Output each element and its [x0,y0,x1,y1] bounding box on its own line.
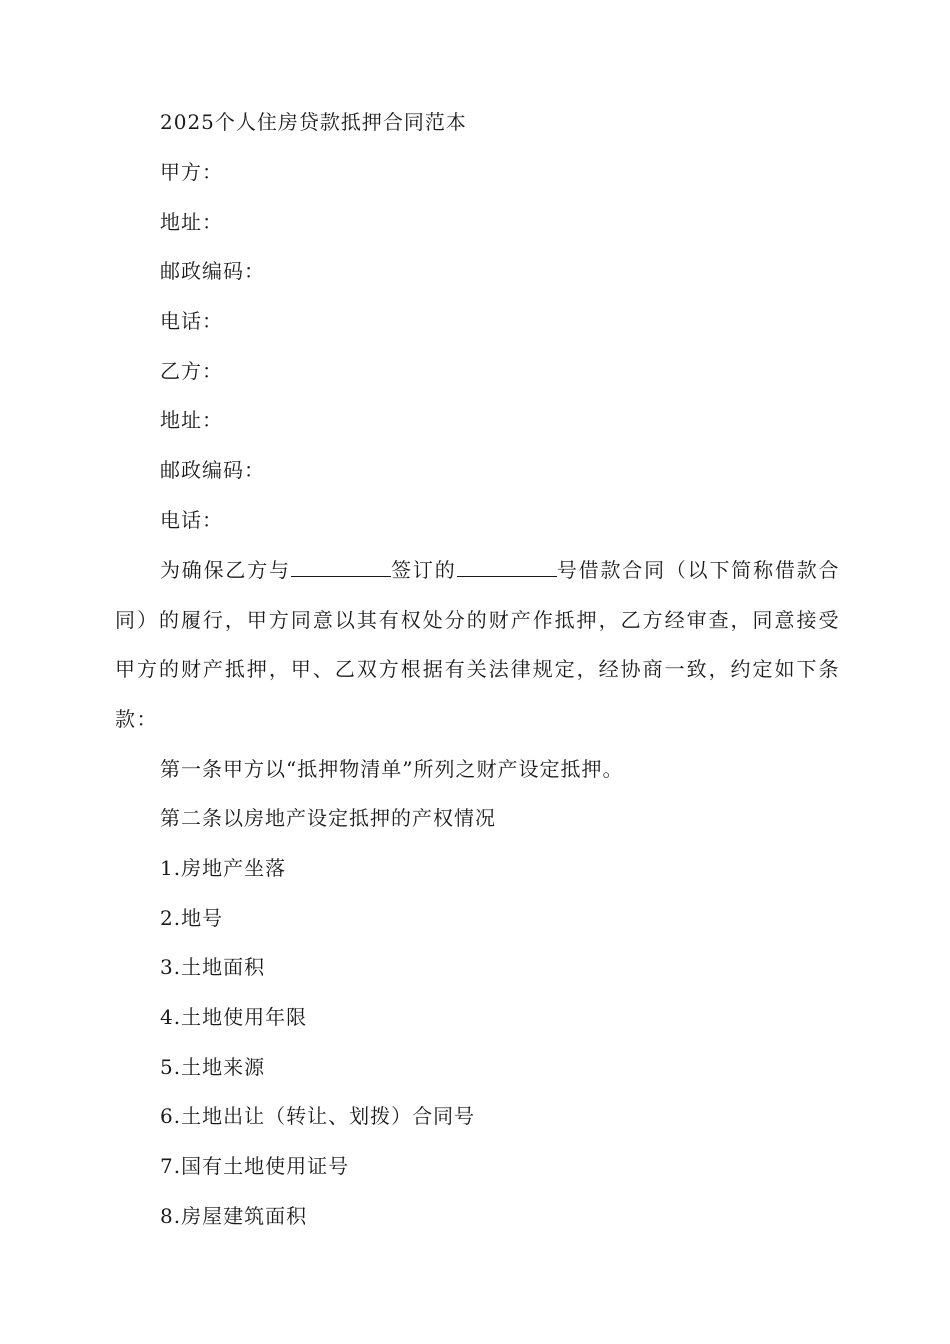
party-b-postcode: 邮政编码： [160,458,265,482]
list-item: 4.土地使用年限 [160,1005,308,1029]
party-b-label: 乙方： [160,359,223,383]
blank-line-lender [291,558,391,577]
party-b-address: 地址： [160,408,223,432]
party-a-label: 甲方： [160,160,223,184]
party-b-phone: 电话： [160,508,223,532]
list-item: 2.地号 [160,906,224,930]
article-1: 第一条甲方以“抵押物清单”所列之财产设定抵押。 [160,757,624,781]
preamble-part3: 号借款合同（以下简称借款合同）的履行，甲方同意以其有权处分的财产作抵押，乙方经审查，同意接受甲方的财产抵押，甲、乙双方根据有关法律规定，经协商一致，约定如下条款： [115,558,841,731]
article-2: 第二条以房地产设定抵押的产权情况 [160,806,496,830]
preamble-part1: 为确保乙方与 [160,558,291,582]
preamble-part2: 签订的 [390,558,457,582]
party-a-postcode: 邮政编码： [160,259,265,283]
party-a-phone: 电话： [160,309,223,333]
preamble-paragraph [115,546,840,744]
blank-line-contract-no [457,558,557,577]
list-item: 7.国有土地使用证号 [160,1154,350,1178]
list-item: 8.房屋建筑面积 [160,1204,308,1228]
contract-title: 2025个人住房贷款抵押合同范本 [160,110,467,134]
list-item: 1.房地产坐落 [160,856,287,880]
list-item: 5.土地来源 [160,1055,266,1079]
list-item: 6.土地出让（转让、划拨）合同号 [160,1104,476,1128]
party-a-address: 地址： [160,210,223,234]
list-item: 3.土地面积 [160,955,266,979]
